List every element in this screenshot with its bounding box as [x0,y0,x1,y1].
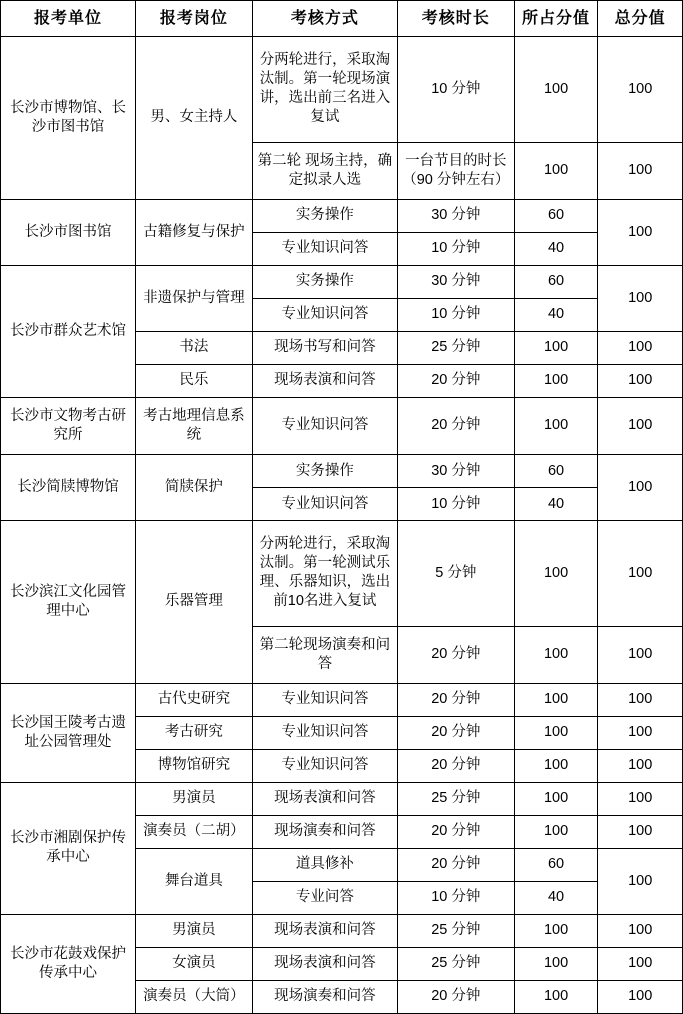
cell-score: 40 [514,488,598,521]
cell-score: 100 [514,749,598,782]
cell-method: 现场演奏和问答 [252,815,397,848]
cell-unit: 长沙滨江文化园管理中心 [1,521,136,684]
cell-score: 100 [514,142,598,199]
cell-method: 专业知识问答 [252,683,397,716]
table-row [1,683,683,716]
cell-score: 60 [514,199,598,232]
cell-total: 100 [598,397,683,454]
cell-score: 60 [514,455,598,488]
table-body [1,37,683,1014]
table-row [1,521,683,627]
cell-score: 100 [514,980,598,1013]
cell-total: 100 [598,455,683,521]
cell-total: 100 [598,848,683,914]
cell-total: 100 [598,331,683,364]
cell-unit: 长沙国王陵考古遗址公园管理处 [1,683,136,782]
cell-post: 演奏员（二胡） [135,815,252,848]
cell-method: 第二轮现场演奏和问答 [252,626,397,683]
cell-score: 100 [514,914,598,947]
cell-score: 40 [514,298,598,331]
cell-duration: 10 分钟 [397,298,514,331]
cell-method: 实务操作 [252,265,397,298]
cell-duration: 30 分钟 [397,199,514,232]
cell-method: 专业知识问答 [252,749,397,782]
cell-method: 现场表演和问答 [252,782,397,815]
cell-total: 100 [598,521,683,627]
cell-score: 40 [514,232,598,265]
cell-unit: 长沙市花鼓戏保护传承中心 [1,914,136,1013]
cell-method: 专业知识问答 [252,488,397,521]
cell-method: 专业知识问答 [252,232,397,265]
cell-total: 100 [598,364,683,397]
table-row [1,37,683,143]
cell-total: 100 [598,142,683,199]
cell-post: 简牍保护 [135,455,252,521]
cell-duration: 10 分钟 [397,232,514,265]
cell-duration: 20 分钟 [397,716,514,749]
cell-total: 100 [598,716,683,749]
cell-unit: 长沙市图书馆 [1,199,136,265]
cell-score: 100 [514,364,598,397]
cell-duration: 25 分钟 [397,947,514,980]
cell-score: 60 [514,265,598,298]
cell-duration: 20 分钟 [397,683,514,716]
cell-post: 考古研究 [135,716,252,749]
cell-method: 分两轮进行，采取淘汰制。第一轮现场演讲，选出前三名进入复试 [252,37,397,143]
cell-method: 专业知识问答 [252,397,397,454]
column-header-unit: 报考单位 [1,1,136,37]
cell-post: 女演员 [135,947,252,980]
table-row [1,397,683,454]
cell-duration: 10 分钟 [397,881,514,914]
cell-duration: 一台节目的时长（90 分钟左右） [397,142,514,199]
cell-duration: 20 分钟 [397,626,514,683]
cell-unit: 长沙市群众艺术馆 [1,265,136,397]
cell-post: 古籍修复与保护 [135,199,252,265]
cell-total: 100 [598,749,683,782]
cell-method: 现场演奏和问答 [252,980,397,1013]
cell-method: 专业知识问答 [252,716,397,749]
cell-post: 演奏员（大筒） [135,980,252,1013]
cell-total: 100 [598,626,683,683]
cell-total: 100 [598,914,683,947]
cell-duration: 20 分钟 [397,815,514,848]
column-header-score: 所占分值 [514,1,598,37]
column-header-duration: 考核时长 [397,1,514,37]
cell-duration: 5 分钟 [397,521,514,627]
cell-score: 100 [514,397,598,454]
cell-score: 100 [514,815,598,848]
cell-method: 分两轮进行，采取淘汰制。第一轮测试乐理、乐器知识，选出前10名进入复试 [252,521,397,627]
cell-duration: 10 分钟 [397,488,514,521]
cell-total: 100 [598,980,683,1013]
cell-post: 古代史研究 [135,683,252,716]
cell-post: 民乐 [135,364,252,397]
column-header-post: 报考岗位 [135,1,252,37]
cell-duration: 20 分钟 [397,848,514,881]
cell-post: 考古地理信息系统 [135,397,252,454]
cell-score: 100 [514,716,598,749]
cell-duration: 25 分钟 [397,914,514,947]
cell-method: 现场书写和问答 [252,331,397,364]
column-header-method: 考核方式 [252,1,397,37]
cell-post: 非遗保护与管理 [135,265,252,331]
cell-total: 100 [598,815,683,848]
table-row [1,199,683,232]
cell-total: 100 [598,947,683,980]
cell-score: 100 [514,947,598,980]
cell-duration: 10 分钟 [397,37,514,143]
cell-total: 100 [598,683,683,716]
cell-duration: 30 分钟 [397,265,514,298]
cell-post: 博物馆研究 [135,749,252,782]
cell-duration: 25 分钟 [397,331,514,364]
cell-unit: 长沙简牍博物馆 [1,455,136,521]
cell-total: 100 [598,37,683,143]
cell-score: 60 [514,848,598,881]
cell-duration: 20 分钟 [397,397,514,454]
cell-post: 男演员 [135,782,252,815]
table-header-row [1,1,683,37]
table-row [1,914,683,947]
cell-score: 100 [514,782,598,815]
cell-post: 男、女主持人 [135,37,252,200]
cell-score: 100 [514,521,598,627]
cell-duration: 30 分钟 [397,455,514,488]
cell-total: 100 [598,199,683,265]
cell-total: 100 [598,782,683,815]
cell-score: 100 [514,331,598,364]
column-header-total: 总分值 [598,1,683,37]
table-row [1,265,683,298]
cell-post: 书法 [135,331,252,364]
cell-score: 40 [514,881,598,914]
cell-unit: 长沙市博物馆、长沙市图书馆 [1,37,136,200]
cell-method: 现场表演和问答 [252,364,397,397]
cell-post: 舞台道具 [135,848,252,914]
cell-total: 100 [598,265,683,331]
cell-method: 道具修补 [252,848,397,881]
cell-duration: 20 分钟 [397,364,514,397]
cell-method: 实务操作 [252,199,397,232]
table-row [1,455,683,488]
cell-method: 现场表演和问答 [252,914,397,947]
cell-method: 专业问答 [252,881,397,914]
cell-duration: 20 分钟 [397,980,514,1013]
cell-unit: 长沙市文物考古研究所 [1,397,136,454]
cell-duration: 25 分钟 [397,782,514,815]
cell-method: 实务操作 [252,455,397,488]
table-row [1,782,683,815]
cell-unit: 长沙市湘剧保护传承中心 [1,782,136,914]
cell-method: 现场表演和问答 [252,947,397,980]
cell-score: 100 [514,683,598,716]
table-header [1,1,683,37]
cell-method: 专业知识问答 [252,298,397,331]
cell-score: 100 [514,626,598,683]
cell-duration: 20 分钟 [397,749,514,782]
cell-post: 男演员 [135,914,252,947]
cell-post: 乐器管理 [135,521,252,684]
cell-score: 100 [514,37,598,143]
cell-method: 第二轮 现场主持，确定拟录人选 [252,142,397,199]
